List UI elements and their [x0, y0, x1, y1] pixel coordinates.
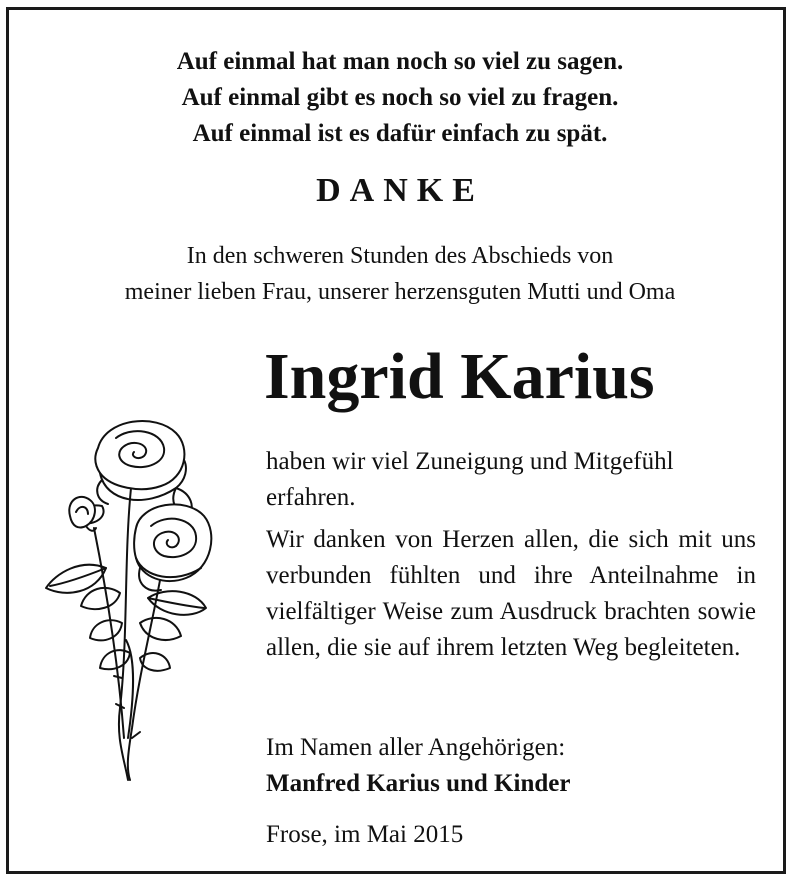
poem-line: Auf einmal hat man noch so viel zu sagen.	[176, 48, 624, 75]
intro-line: meiner lieben Frau, unserer herzensguten Mutti und Oma	[124, 279, 676, 305]
signature-block	[266, 730, 570, 802]
deceased-name: Ingrid Karius	[264, 340, 655, 413]
signature-line: Im Namen aller Angehörigen:	[266, 734, 566, 761]
poem	[0, 44, 800, 152]
signature-names: Manfred Karius und Kinder	[266, 770, 571, 797]
intro-line: In den schweren Stunden des Abschieds von	[186, 243, 614, 269]
body-text-2: Wir danken von Herzen allen, die sich mit uns verbunden fühlten und ihre Anteilnahme in vielfältiger Weise zum Ausdruck brachten sowie allen, die sie auf ihrem letzten Weg begleiteten.	[266, 526, 756, 661]
place-date: Frose, im Mai 2015	[266, 821, 464, 848]
body-text-1: haben wir viel Zuneigung und Mitgefühl erfahren.	[266, 448, 674, 511]
poem-line: Auf einmal ist es dafür einfach zu spät.	[192, 120, 608, 147]
poem-line: Auf einmal gibt es noch so viel zu fragen.	[181, 84, 619, 111]
intro-text	[0, 238, 800, 310]
rose-illustration	[36, 408, 216, 788]
heading-danke: DANKE	[316, 172, 484, 209]
